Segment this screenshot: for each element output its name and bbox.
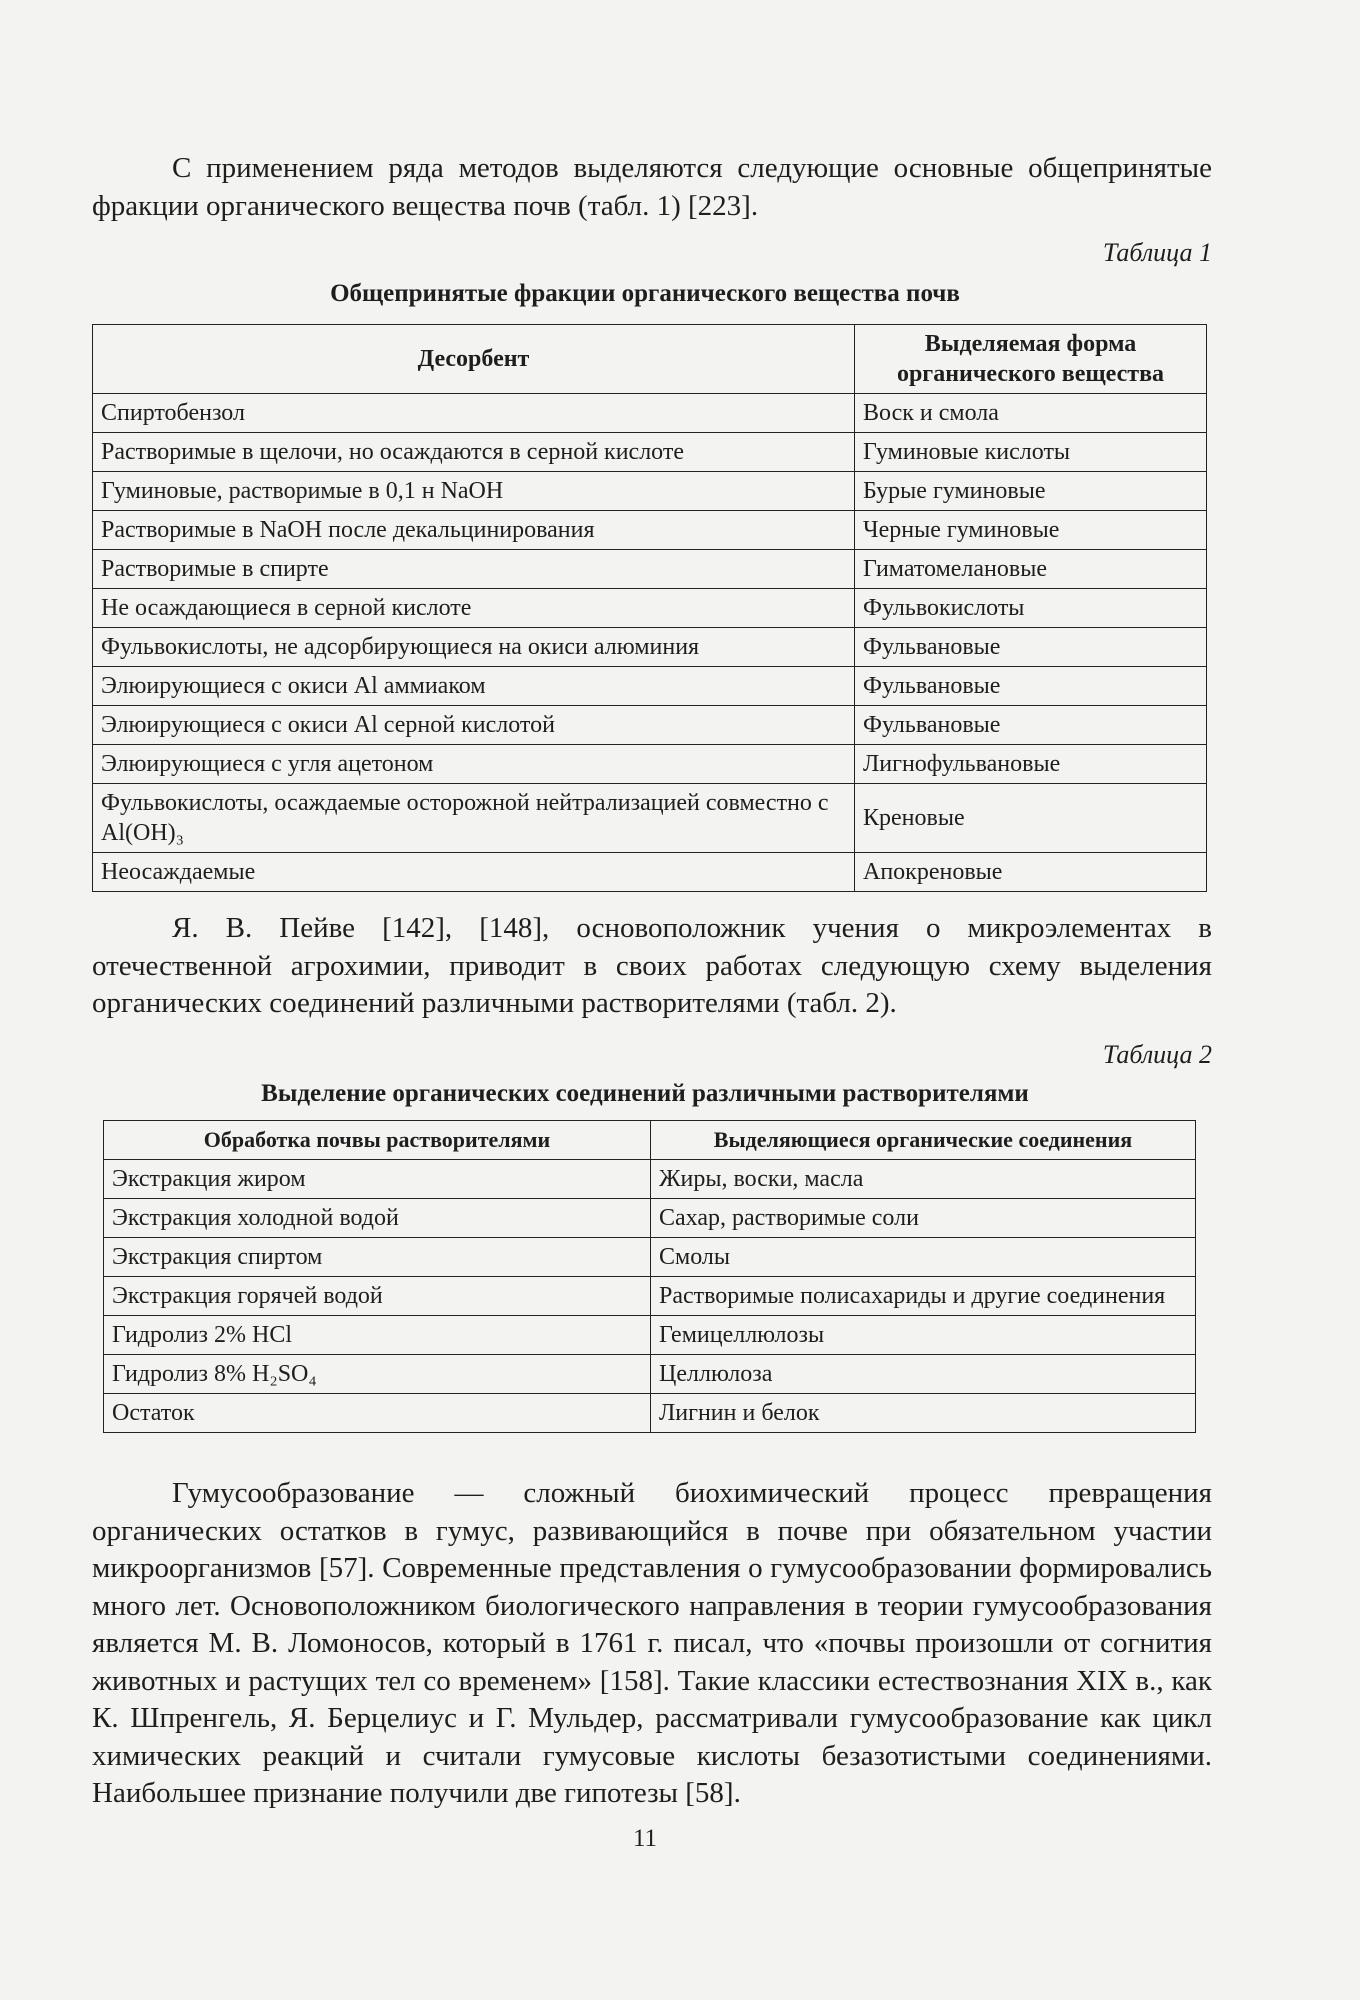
table1-cell: Растворимые в NaOH после декальцинирования	[93, 511, 855, 550]
table2-cell: Целлюлоза	[651, 1355, 1196, 1394]
table2-cell: Гемицеллюлозы	[651, 1316, 1196, 1355]
table1	[92, 324, 1207, 892]
table-row	[93, 667, 1207, 706]
table-row	[93, 550, 1207, 589]
table1-cell: Неосаждаемые	[93, 853, 855, 892]
table1-cell: Растворимые в щелочи, но осаждаются в серной кислоте	[93, 433, 855, 472]
table-row	[93, 853, 1207, 892]
table1-cell: Элюирующиеся с окиси Al серной кислотой	[93, 706, 855, 745]
table2-cell: Гидролиз 2% HCl	[104, 1316, 651, 1355]
table-row	[104, 1277, 1196, 1316]
table1-cell: Фульвокислоты, не адсорбирующиеся на окиси алюминия	[93, 628, 855, 667]
table2-cell: Экстракция холодной водой	[104, 1199, 651, 1238]
table2-title: Выделение органических соединений различными растворителями	[261, 1080, 1029, 1107]
table1-cell: Фульвановые	[855, 706, 1207, 745]
table-row	[93, 706, 1207, 745]
table1-cell: Растворимые в спирте	[93, 550, 855, 589]
table1-cell: Лигнофульвановые	[855, 745, 1207, 784]
table2-cell: Гидролиз 8% H₂SO₄	[104, 1355, 651, 1394]
table-row	[104, 1355, 1196, 1394]
table1-cell: Фульвокислоты, осаждаемые осторожной нейтрализацией совместно с Al(OH)₃	[93, 784, 855, 853]
table-row	[104, 1199, 1196, 1238]
table1-cell: Фульвокислоты	[855, 589, 1207, 628]
table2-label: Таблица 2	[1102, 1040, 1212, 1069]
table1-label: Таблица 1	[1102, 238, 1212, 267]
table1-cell: Элюирующиеся с угля ацетоном	[93, 745, 855, 784]
table1-cell: Гиматомелановые	[855, 550, 1207, 589]
table1-cell: Спиртобензол	[93, 394, 855, 433]
table2-cell: Сахар, растворимые соли	[651, 1199, 1196, 1238]
table-row	[104, 1238, 1196, 1277]
table2-cell: Экстракция горячей водой	[104, 1277, 651, 1316]
table-row	[93, 784, 1207, 853]
table2-header-treatment: Обработка почвы растворителями	[104, 1121, 651, 1160]
table2-cell: Экстракция жиром	[104, 1160, 651, 1199]
table1-cell: Гуминовые кислоты	[855, 433, 1207, 472]
table-row	[93, 511, 1207, 550]
table-row	[93, 433, 1207, 472]
table1-cell: Апокреновые	[855, 853, 1207, 892]
table1-cell: Фульвановые	[855, 667, 1207, 706]
table1-cell: Черные гуминовые	[855, 511, 1207, 550]
final-paragraph: Гумусообразование — сложный биохимический процесс превращения органических остатков в гумус, развивающийся в почве при обязательном участии микроорганизмов [57]. Современные представления о гумусообразовании формировались много лет. Основоположником биологического направления в теории гумусообразования является М. В. Ломоносов, который в 1761 г. писал, что «почвы произошли от согнития животных и растущих тел со временем» [158]. Такие классики естествознания XIX в., как К. Шпренгель, Я. Берцелиус и Г. Мульдер, рассматривали гумусообразование как цикл химических реакций и считали гумусовые кислоты безазотистыми соединениями. Наибольшее признание получили две гипотезы [58].	[92, 1477, 1212, 1809]
table-row	[104, 1394, 1196, 1433]
table-row	[104, 1160, 1196, 1199]
table2-cell: Смолы	[651, 1238, 1196, 1277]
table2-cell: Остаток	[104, 1394, 651, 1433]
table1-title: Общепринятые фракции органического вещества почв	[330, 280, 960, 307]
table-row	[93, 472, 1207, 511]
table2-header-compounds: Выделяющиеся органические соединения	[651, 1121, 1196, 1160]
table2-cell: Жиры, воски, масла	[651, 1160, 1196, 1199]
table-row	[93, 628, 1207, 667]
table2-cell: Растворимые полисахариды и другие соединения	[651, 1277, 1196, 1316]
intro-paragraph: С применением ряда методов выделяются следующие основные общепринятые фракции органического вещества почв (табл. 1) [223].	[92, 152, 1212, 222]
table2-header-row	[104, 1121, 1196, 1160]
table1-header-row	[93, 325, 1207, 394]
table1-cell: Элюирующиеся с окиси Al аммиаком	[93, 667, 855, 706]
table1-cell: Не осаждающиеся в серной кислоте	[93, 589, 855, 628]
table2	[103, 1120, 1196, 1433]
table1-header-form: Выделяемая форма органического вещества	[855, 325, 1207, 394]
middle-paragraph: Я. В. Пейве [142], [148], основоположник учения о микроэлементах в отечественной агрохимии, приводит в своих работах следующую схему выделения органических соединений различными растворителями (табл. 2).	[92, 912, 1212, 1019]
table-row	[104, 1316, 1196, 1355]
table1-cell: Фульвановые	[855, 628, 1207, 667]
page-number: 11	[632, 1825, 658, 1852]
table1-header-desorbent: Десорбент	[93, 325, 855, 394]
table-row	[93, 589, 1207, 628]
table1-cell: Гуминовые, растворимые в 0,1 н NaOH	[93, 472, 855, 511]
table-row	[93, 394, 1207, 433]
table-row	[93, 745, 1207, 784]
table1-cell: Бурые гуминовые	[855, 472, 1207, 511]
table2-cell: Экстракция спиртом	[104, 1238, 651, 1277]
table2-cell: Лигнин и белок	[651, 1394, 1196, 1433]
table1-cell: Креновые	[855, 784, 1207, 853]
table1-cell: Воск и смола	[855, 394, 1207, 433]
